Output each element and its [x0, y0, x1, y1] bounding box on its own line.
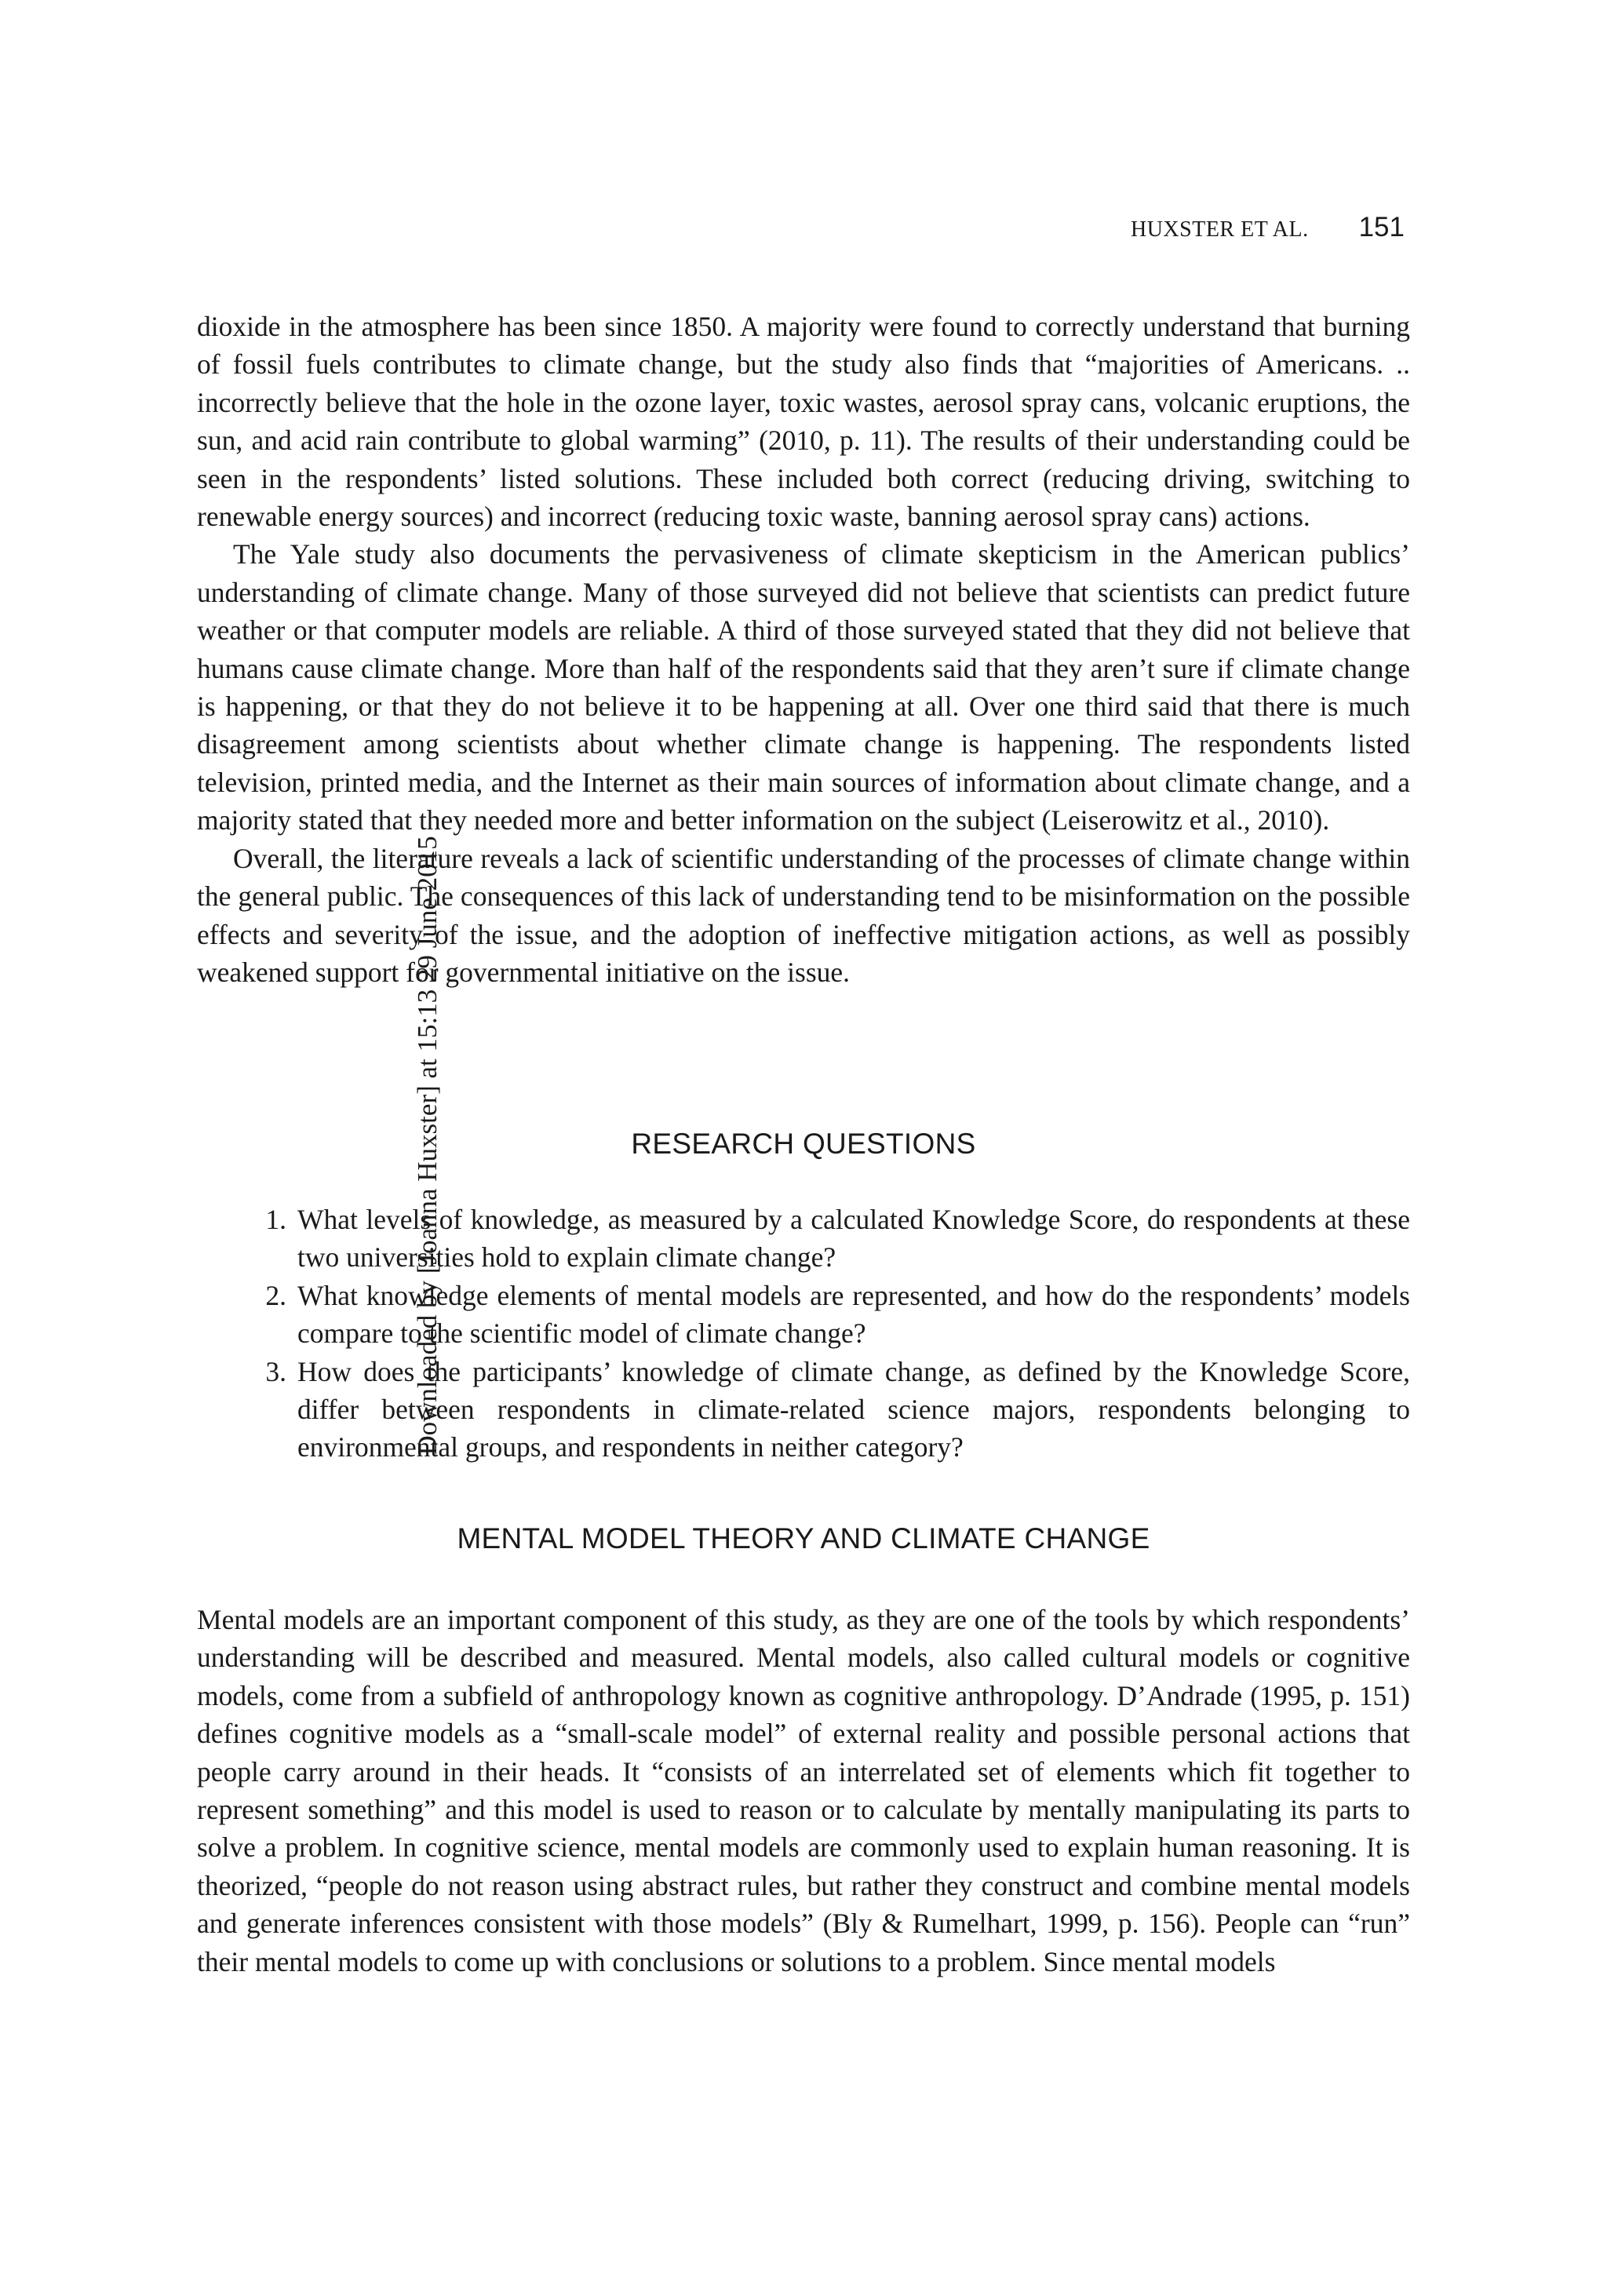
list-item-text: How does the participants’ knowledge of climate change, as defined by the Knowledge Score, differ between respondents in climate-related science majors, respondents belonging to environmental groups, and respondents in neither category?	[297, 1355, 1410, 1463]
list-item-text: What levels of knowledge, as measured by a calculated Knowledge Score, do respondents at these two universities hold to explain climate change?	[297, 1204, 1410, 1274]
list-item-number: 1.	[265, 1204, 286, 1235]
page-number: 151	[1358, 212, 1405, 242]
list-item-text: What knowledge elements of mental models are represented, and how do the respondents’ models compare to the scientific model of climate change?	[297, 1279, 1410, 1350]
section-heading-mental-models: MENTAL MODEL THEORY AND CLIMATE CHANGE	[457, 1522, 1150, 1554]
list-item	[197, 1277, 1410, 1353]
mental-model-text-block	[197, 1601, 1410, 1981]
running-head	[1131, 212, 1405, 243]
list-item-number: 3.	[265, 1355, 286, 1387]
paragraph-overall: Overall, the literature reveals a lack of scientific understanding of the processes of climate change within the general public. The consequences of this lack of understanding tend to be misinformation on the possible effects and severity of the issue, and the adoption of ineffective mitigation actions, as well as possibly weakened support for governmental initiative on the issue.	[197, 842, 1410, 988]
running-head-authors: HUXSTER ET AL.	[1130, 217, 1309, 242]
paragraph-continued: dioxide in the atmosphere has been since 1850. A majority were found to correctly understand that burning of fossil fuels contributes to climate change, but the study also finds that “majorities of Americans. .. incorrectly believe that the hole in the ozone layer, toxic wastes, aerosol spray cans, volcanic eruptions, the sun, and acid rain contribute to global warming” (2010, p. 11). The results of their understanding could be seen in the respondents’ listed solutions. These included both correct (reducing driving, switching to renewable energy sources) and incorrect (reducing toxic waste, banning aerosol spray cans) actions.	[197, 311, 1410, 533]
paragraph-mental-models: Mental models are an important component of this study, as they are one of the tools by which respondents’ understanding will be described and measured. Mental models, also called cultural models or cognitive models, come from a subfield of anthropology known as cognitive anthropology. D’Andrade (1995, p. 151) defines cognitive models as a “small-scale model” of external reality and possible personal actions that people carry around in their heads. It “consists of an interrelated set of elements which fit together to represent something” and this model is used to reason or to calculate by mentally manipulating its parts to solve a problem. In cognitive science, mental models are commonly used to explain human reasoning. It is theorized, “people do not reason using abstract rules, but rather they construct and combine mental models and generate inferences consistent with those models” (Bly & Rumelhart, 1999, p. 156). People can “run” their mental models to come up with conclusions or solutions to a problem. Since mental models	[197, 1604, 1410, 1977]
paragraph-yale-study: The Yale study also documents the pervasiveness of climate skepticism in the American publics’ understanding of climate change. Many of those surveyed did not believe that scientists can predict future weather or that computer models are reliable. A third of those surveyed stated that they did not believe that humans cause climate change. More than half of the respondents said that they aren’t sure if climate change is happening, or that they do not believe it to be happening at all. Over one third said that there is much disagreement among scientists about whether climate change is happening. The respondents listed television, printed media, and the Internet as their main sources of information about climate change, and a majority stated that they needed more and better information on the subject (Leiserowitz et al., 2010).	[197, 538, 1410, 836]
section-heading-research-questions: RESEARCH QUESTIONS	[631, 1128, 976, 1160]
research-questions-list	[197, 1201, 1410, 1467]
download-watermark: Downloaded by [Joanna Huxster] at 15:13 29 June 2015	[412, 836, 443, 1456]
list-item-number: 2.	[265, 1279, 286, 1311]
list-item	[197, 1201, 1410, 1277]
intro-text-block	[197, 308, 1410, 991]
list-item	[197, 1353, 1410, 1467]
